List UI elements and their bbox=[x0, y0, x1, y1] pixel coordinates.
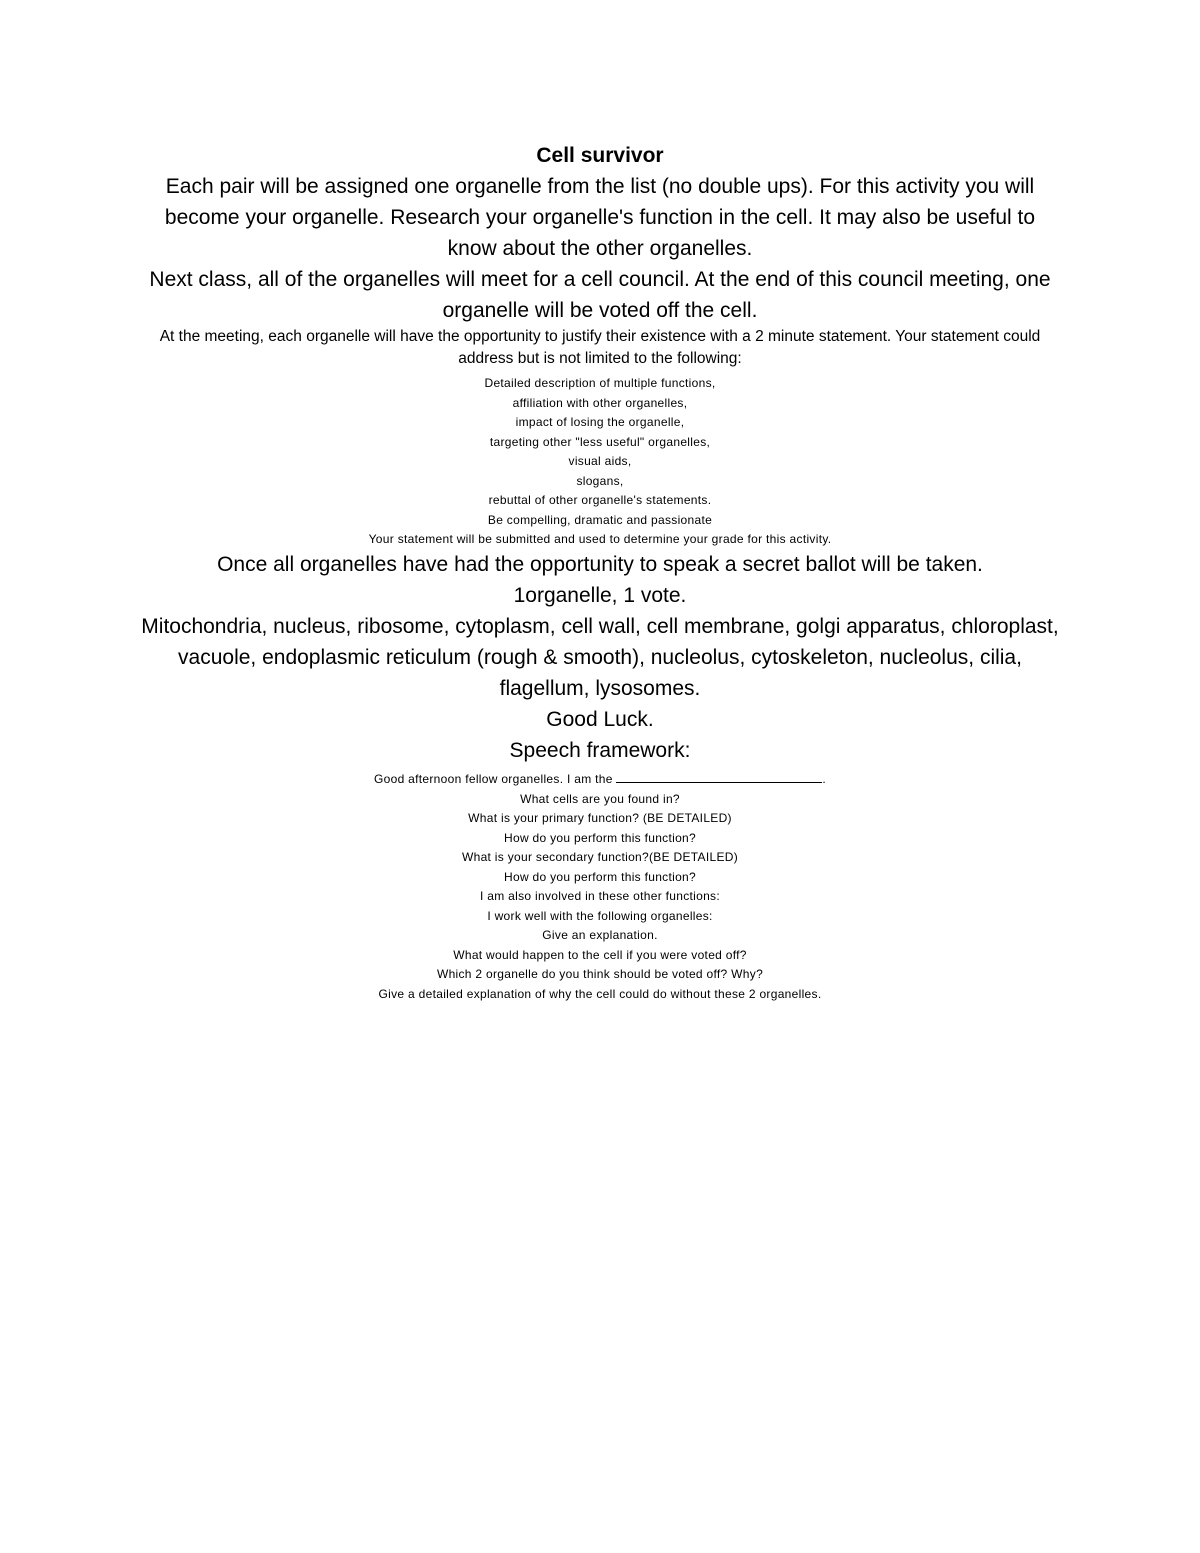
list-item: What is your primary function? (BE DETAILED) bbox=[468, 811, 732, 825]
organelle-list: Mitochondria, nucleus, ribosome, cytoplasm, cell wall, cell membrane, golgi apparatus, chloroplast, vacuole, endoplasmic reticulum (rough & smooth), nucleolus, cytoskeleton, nucleolus, cilia, flagellum, lysosomes. bbox=[141, 615, 1059, 700]
list-item: How do you perform this function? bbox=[504, 830, 696, 845]
list-item: slogans, bbox=[576, 473, 624, 488]
greeting-line bbox=[140, 770, 1060, 790]
greeting-suffix: . bbox=[822, 772, 827, 786]
list-item: Give a detailed explanation of why the cell could do without these 2 organelles. bbox=[378, 986, 822, 1001]
document-body bbox=[140, 140, 1060, 1004]
page-title: Cell survivor bbox=[536, 144, 664, 167]
framework-heading: Speech framework: bbox=[509, 739, 691, 762]
ballot-paragraph: Once all organelles have had the opportunity to speak a secret ballot will be taken. bbox=[217, 553, 983, 576]
meeting-paragraph: At the meeting, each organelle will have the opportunity to justify their existence with a 2 minute statement. Your statement could address but is not limited to the following: bbox=[159, 328, 1041, 367]
list-item: Give an explanation. bbox=[542, 928, 658, 942]
list-item: I work well with the following organelles: bbox=[487, 908, 713, 923]
list-item: impact of losing the organelle, bbox=[515, 415, 685, 429]
list-item: Detailed description of multiple functions, bbox=[484, 376, 716, 390]
list-item: visual aids, bbox=[568, 454, 632, 468]
list-item: targeting other "less useful" organelles, bbox=[489, 434, 711, 449]
vote-line: 1organelle, 1 vote. bbox=[513, 584, 687, 607]
list-item: rebuttal of other organelle's statements. bbox=[488, 493, 712, 507]
next-class-paragraph: Next class, all of the organelles will meet for a cell council. At the end of this council meeting, one organelle will be voted off the cell. bbox=[149, 268, 1051, 322]
greeting-prefix: Good afternoon fellow organelles. I am the bbox=[373, 772, 613, 786]
list-item: affiliation with other organelles, bbox=[512, 395, 688, 410]
speech-framework-list bbox=[140, 770, 1060, 1004]
list-item: Be compelling, dramatic and passionate bbox=[487, 512, 713, 527]
statement-points-list bbox=[140, 374, 1060, 530]
list-item: Which 2 organelle do you think should be voted off? Why? bbox=[436, 967, 764, 981]
grade-note: Your statement will be submitted and used to determine your grade for this activity. bbox=[368, 532, 832, 546]
list-item: How do you perform this function? bbox=[504, 869, 696, 884]
organelle-blank bbox=[616, 771, 822, 783]
intro-paragraph: Each pair will be assigned one organelle from the list (no double ups). For this activity you will become your organelle. Research your organelle's function in the cell. It may also be useful to know about the other organelles. bbox=[164, 175, 1036, 260]
list-item: What would happen to the cell if you were voted off? bbox=[453, 947, 747, 962]
good-luck: Good Luck. bbox=[546, 708, 654, 731]
list-item: I am also involved in these other functions: bbox=[480, 889, 720, 903]
list-item: What is your secondary function?(BE DETAILED) bbox=[461, 850, 739, 864]
list-item: What cells are you found in? bbox=[520, 791, 680, 806]
